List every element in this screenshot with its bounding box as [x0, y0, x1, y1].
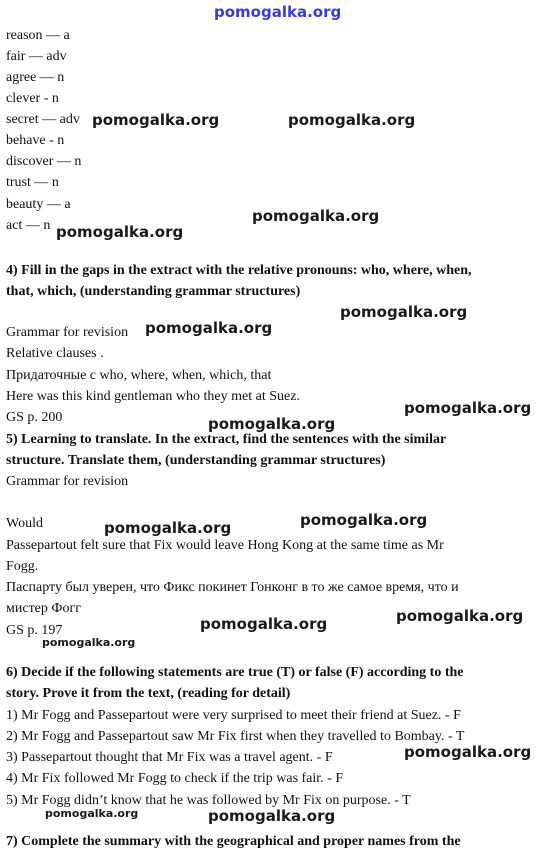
word-list-item: trust — n [6, 175, 59, 190]
word-list-item: discover — n [6, 154, 82, 169]
task5-text-line: Паспарту был уверен, что Фикс покинет Гонконг в то же самое время, что и [6, 580, 459, 595]
task5-text-line: Grammar for revision [6, 474, 129, 489]
task6-statement: 1) Mr Fogg and Passepartout were very surprised to meet their friend at Suez. - F [6, 708, 461, 723]
task6-statement: 5) Mr Fogg didn’t know that he was followed by Mr Fix on purpose. - T [6, 793, 411, 808]
word-list-item: beauty — a [6, 197, 71, 212]
task4-text-line: Relative clauses . [6, 346, 104, 361]
watermark: pomogalka.org [252, 207, 380, 225]
watermark: pomogalka.org [92, 111, 220, 129]
watermark: pomogalka.org [104, 519, 232, 537]
watermark: pomogalka.org [208, 415, 336, 433]
task6-heading: 6) Decide if the following statements are true (T) or false (F) according to the [6, 665, 464, 680]
task4-text-line: Here was this kind gentleman who they met at Suez. [6, 389, 300, 404]
word-list-item: agree — n [6, 70, 65, 85]
task4-text-line: Grammar for revision [6, 325, 129, 340]
task6-heading: story. Prove it from the text, (reading for detail) [6, 686, 291, 701]
task5-heading: structure. Translate them, (understanding grammar structures) [6, 453, 386, 468]
word-list-item: secret — adv [6, 112, 80, 127]
watermark: pomogalka.org [300, 511, 428, 529]
task6-statement: 2) Mr Fogg and Passepartout saw Mr Fix first when they travelled to Bombay. - T [6, 729, 465, 744]
watermark: pomogalka.org [56, 223, 184, 241]
watermark: pomogalka.org [208, 807, 336, 825]
task6-statement: 4) Mr Fix followed Mr Fogg to check if the trip was fair. - F [6, 771, 344, 786]
word-list-item: act — n [6, 218, 51, 233]
watermark: pomogalka.org [340, 303, 468, 321]
watermark: pomogalka.org [45, 807, 139, 820]
task5-text-line: мистер Фогг [6, 601, 81, 616]
task5-text-line: Passepartout felt sure that Fix would leave Hong Kong at the same time as Mr [6, 538, 444, 553]
watermark: pomogalka.org [42, 636, 136, 649]
word-list-item: fair — adv [6, 49, 67, 64]
watermark: pomogalka.org [145, 319, 273, 337]
watermark: pomogalka.org [404, 743, 532, 761]
task6-statement: 3) Passepartout thought that Mr Fix was a travel agent. - F [6, 750, 333, 765]
site-watermark-top: pomogalka.org [214, 3, 342, 21]
task5-text-line: Would [6, 516, 43, 531]
watermark: pomogalka.org [404, 399, 532, 417]
task5-heading: 5) Learning to translate. In the extract, find the sentences with the similar [6, 432, 447, 447]
watermark: pomogalka.org [288, 111, 416, 129]
task7-heading: 7) Complete the summary with the geographical and proper names from the [6, 834, 461, 849]
task5-text-line: GS p. 197 [6, 623, 63, 638]
word-list-item: reason — a [6, 28, 70, 43]
task5-text-line: Fogg. [6, 559, 39, 574]
watermark: pomogalka.org [396, 607, 524, 625]
word-list-item: clever - n [6, 91, 59, 106]
task4-heading: that, which, (understanding grammar structures) [6, 284, 301, 299]
task4-text-line: Придаточные с who, where, when, which, that [6, 368, 272, 383]
task4-heading: 4) Fill in the gaps in the extract with the relative pronouns: who, where, when, [6, 263, 472, 278]
watermark: pomogalka.org [200, 615, 328, 633]
task4-text-line: GS p. 200 [6, 410, 63, 425]
word-list-item: behave - n [6, 133, 65, 148]
